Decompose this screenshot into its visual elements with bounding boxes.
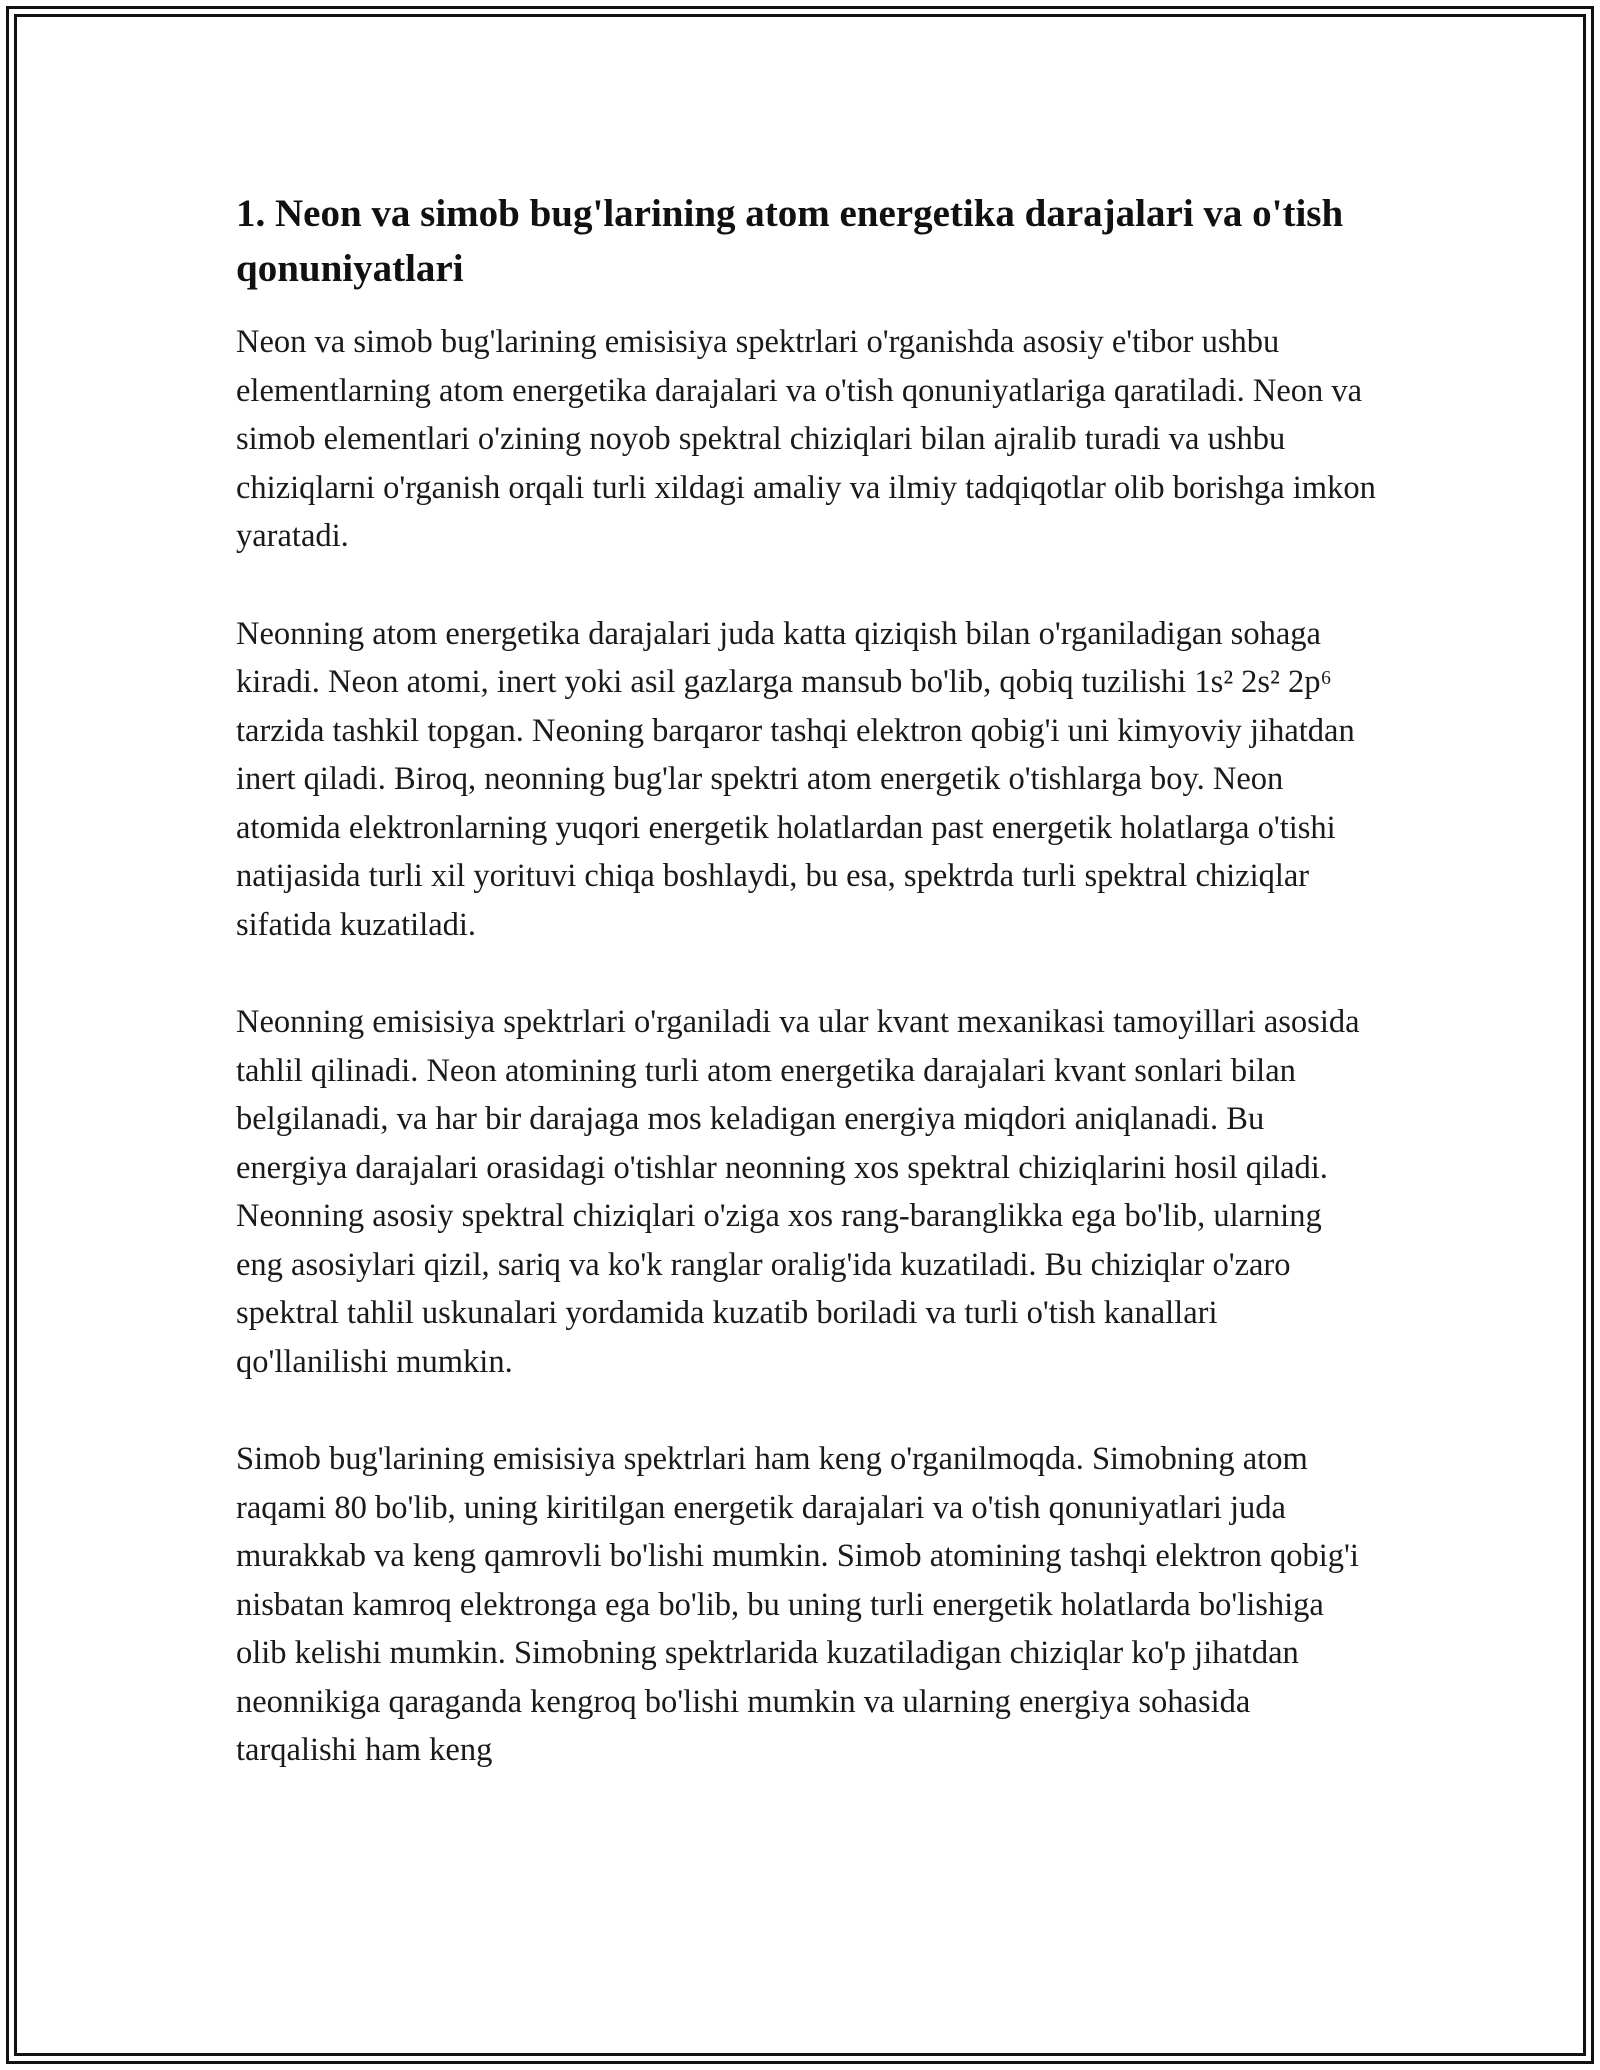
paragraph-2: Neonning atom energetika darajalari juda katta qiziqish bilan o'rganiladigan sohaga kiradi. Neon atomi, inert yoki asil gazlarga mansub bo'lib, qobiq tuzilishi 1s² 2s² 2p⁶ tarzida tashkil topgan. Neoning barqaror tashqi elektron qobig'i uni kimyoviy jihatdan inert qiladi. Biroq, neonning bug'lar spektri atom energetik o'tishlarga boy. Neon atomida elektronlarning yuqori energetik holatlardan past energetik holatlarga o'tishi natijasida turli xil yorituvi chiqa boshlaydi, bu esa, spektrda turli spektral chiziqlar sifatida kuzatiladi. bbox=[236, 615, 1355, 943]
paragraph-4: Simob bug'larining emisisiya spektrlari ham keng o'rganilmoqda. Simobning atom raqami 80 bo'lib, uning kiritilgan energetik darajalari va o'tish qonuniyatlari juda murakkab va keng qamrovli bo'lishi mumkin. Simob atomining tashqi elektron qobig'i nisbatan kamroq elektronga ega bo'lib, bu uning turli energetik holatlarda bo'lishiga olib kelishi mumkin. Simobning spektrlarida kuzatiladigan chiziqlar ko'p jihatdan neonnikiga qaraganda kengroq bo'lishi mumkin va ularning energiya sohasida tarqalishi ham keng bbox=[236, 1441, 1359, 1768]
document-body bbox=[236, 186, 1376, 1824]
paragraph-3: Neonning emisisiya spektrlari o'rganiladi va ular kvant mexanikasi tamoyillari asosida tahlil qilinadi. Neon atomining turli atom energetika darajalari kvant sonlari bilan belgilanadi, va har bir darajaga mos keladigan energiya miqdori aniqlanadi. Bu energiya darajalari orasidagi o'tishlar neonning xos spektral chiziqlarini hosil qiladi. Neonning asosiy spektral chiziqlari o'ziga xos rang-baranglikka ega bo'lib, ularning eng asosiylari qizil, sariq va ko'k ranglar oralig'ida kuzatiladi. Bu chiziqlar o'zaro spektral tahlil uskunalari yordamida kuzatib boriladi va turli o'tish kanallari qo'llanilishi mumkin. bbox=[236, 1004, 1360, 1380]
section-heading: 1. Neon va simob bug'larining atom energetika darajalari va o'tish qonuniyatlari bbox=[236, 192, 1344, 290]
paragraph-1: Neon va simob bug'larining emisisiya spektrlari o'rganishda asosiy e'tibor ushbu elementlarning atom energetika darajalari va o'tish qonuniyatlariga qaratiladi. Neon va simob elementlari o'zining noyob spektral chiziqlari bilan ajralib turadi va ushbu chiziqlarni o'rganish orqali turli xildagi amaliy va ilmiy tadqiqotlar olib borishga imkon yaratadi. bbox=[236, 324, 1376, 554]
